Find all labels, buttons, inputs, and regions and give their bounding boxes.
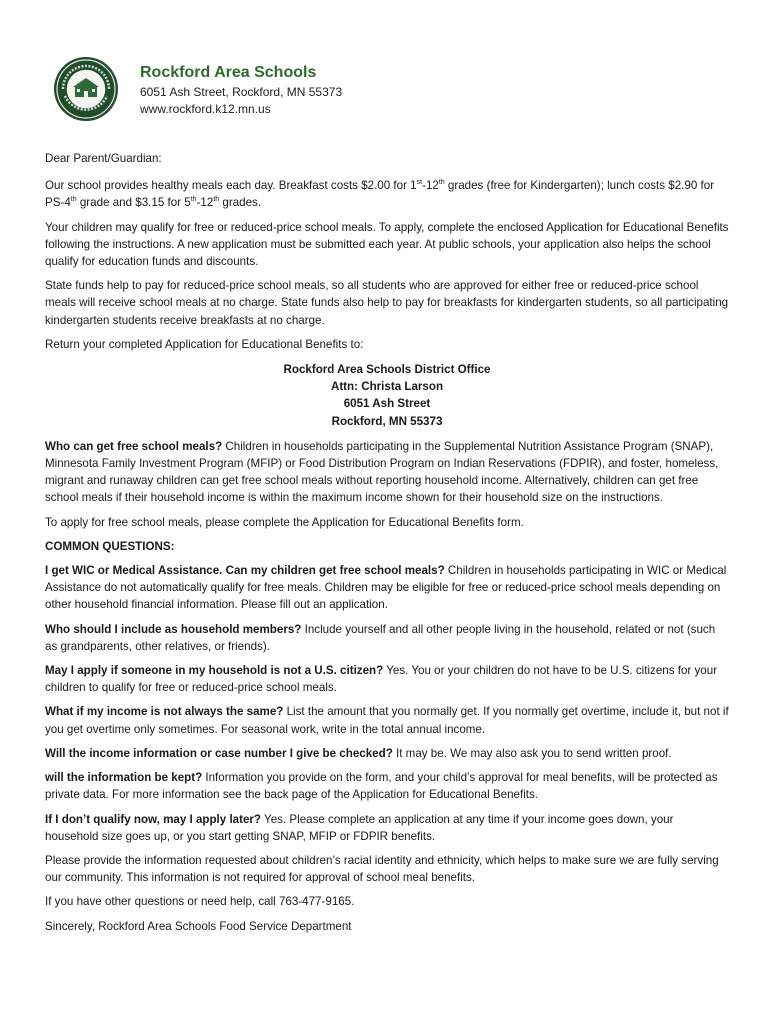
question: Who can get free school meals? [45, 439, 223, 453]
question: Who should I include as household members? [45, 622, 302, 636]
question: If I don’t qualify now, may I apply later? [45, 812, 262, 826]
answer: It may be. We may also ask you to send written proof. [392, 746, 672, 760]
text: -12 [196, 196, 214, 210]
return-address-line: 6051 Ash Street [343, 397, 431, 411]
answer: List the amount that you normally get. If you normally get overtime, include it, but not if you get overtime only sometimes. For seasonal work, write in the total annual income. [45, 705, 729, 736]
text: grades. [219, 196, 262, 210]
salutation: Dear Parent/Guardian: [45, 152, 162, 165]
question: Will the income information or case number I give be checked? [45, 746, 393, 760]
letterhead [140, 62, 342, 118]
closing: Sincerely, Rockford Area Schools Food Service Department [45, 919, 352, 933]
answer: Children in households participating in the Supplemental Nutrition Assistance Program (SNAP), Minnesota Family Investment Program (MFIP) or Food Distribution Program on Indian Reservations (FDPIR), and foster, homeless, migrant and runaway children can get free school meals without reporting household income. Alternatively, children can get free school meals if their household income is within the maximum income shown for their household size on the instructions. [45, 439, 719, 505]
text: -12 [422, 179, 439, 193]
faq-item [45, 703, 729, 737]
text: grades (free for Kindergarten); lunch costs $2.90 for PS-4 [45, 179, 715, 210]
question: May I apply if someone in my household is not a U.S. citizen? [45, 664, 384, 678]
superscript: st [416, 179, 423, 187]
state-funds-paragraph: State funds help to pay for reduced-price school meals, so all students who are approved for either free or reduced-price school meals will receive school meals at no charge. State funds also help to pay for breakfasts for kindergarten students, so all participating kindergarten students receive breakfasts at no charge. [45, 279, 729, 327]
faq-item [45, 662, 729, 696]
racial-identity-paragraph: Please provide the information requested about children’s racial identity and ethnicity, which helps to make sure we are fully serving our community. This information is not required for approval of school meal benefits. [45, 853, 719, 885]
answer: Yes. You or your children do not have to be U.S. citizens for your children to qualify for free or reduced-price school meals. [45, 664, 718, 695]
return-address-line: Attn: Christa Larson [330, 380, 444, 394]
question: will the information be kept? [45, 771, 203, 785]
heading-text: COMMON QUESTIONS: [45, 539, 175, 553]
faq-item [45, 769, 729, 803]
qualify-paragraph: Your children may qualify for free or reduced-price school meals. To apply, complete the enclosed Application for Educational Benefits following the instructions. A new application must be submitted each year. At public schools, your application also helps the school qualify for education funds and discounts. [45, 220, 729, 269]
meal-prices-paragraph [45, 177, 729, 211]
street-address: 6051 Ash Street, Rockford, MN 55373 [140, 85, 343, 99]
apply-paragraph: To apply for free school meals, please complete the Application for Educational Benefits form. [45, 515, 524, 529]
superscript: th [213, 196, 220, 204]
who-free-paragraph [45, 438, 729, 507]
text: Our school provides healthy meals each day. Breakfast costs $2.00 for 1 [45, 179, 417, 193]
school-seal-logo [53, 56, 119, 122]
faq-item [45, 811, 729, 845]
faq-item [45, 621, 729, 655]
superscript: th [190, 196, 197, 204]
faq-item [45, 562, 729, 614]
text: grade and $3.15 for 5 [76, 196, 191, 210]
answer: Information you provide on the form, and your child’s approval for meal benefits, will be protected as private data. For more information see the back page of the Application for Educational Benefits. [45, 771, 718, 802]
return-address-line: Rockford, MN 55373 [331, 414, 443, 428]
superscript: th [438, 179, 445, 187]
superscript: th [70, 196, 77, 204]
return-instructions: Return your completed Application for Educational Benefits to: [45, 337, 364, 351]
answer: Include yourself and all other people living in the household, related or not (such as grandparents, other relatives, or friends). [45, 622, 716, 653]
organization-name: Rockford Area Schools [140, 64, 317, 81]
question: I get WIC or Medical Assistance. Can my children get free school meals? [45, 564, 445, 578]
help-paragraph: If you have other questions or need help, call 763-477-9165. [45, 895, 355, 909]
letter-body [45, 150, 729, 942]
return-address-line: Rockford Area Schools District Office [283, 363, 491, 377]
faq-item [45, 745, 729, 762]
website: www.rockford.k12.mn.us [140, 102, 271, 116]
return-address-block [45, 361, 729, 430]
common-questions-heading [45, 538, 729, 555]
answer: Children in households participating in WIC or Medical Assistance do not automatically qualify for free meals. Children may be eligible for free or reduced-price school meals depending on other household financial information. Please fill out an application. [45, 564, 727, 612]
answer: Yes. Please complete an application at any time if your income goes down, your household size goes up, or you start getting SNAP, MFIP or FDPIR benefits. [45, 812, 674, 843]
question: What if my income is not always the same? [45, 705, 284, 719]
